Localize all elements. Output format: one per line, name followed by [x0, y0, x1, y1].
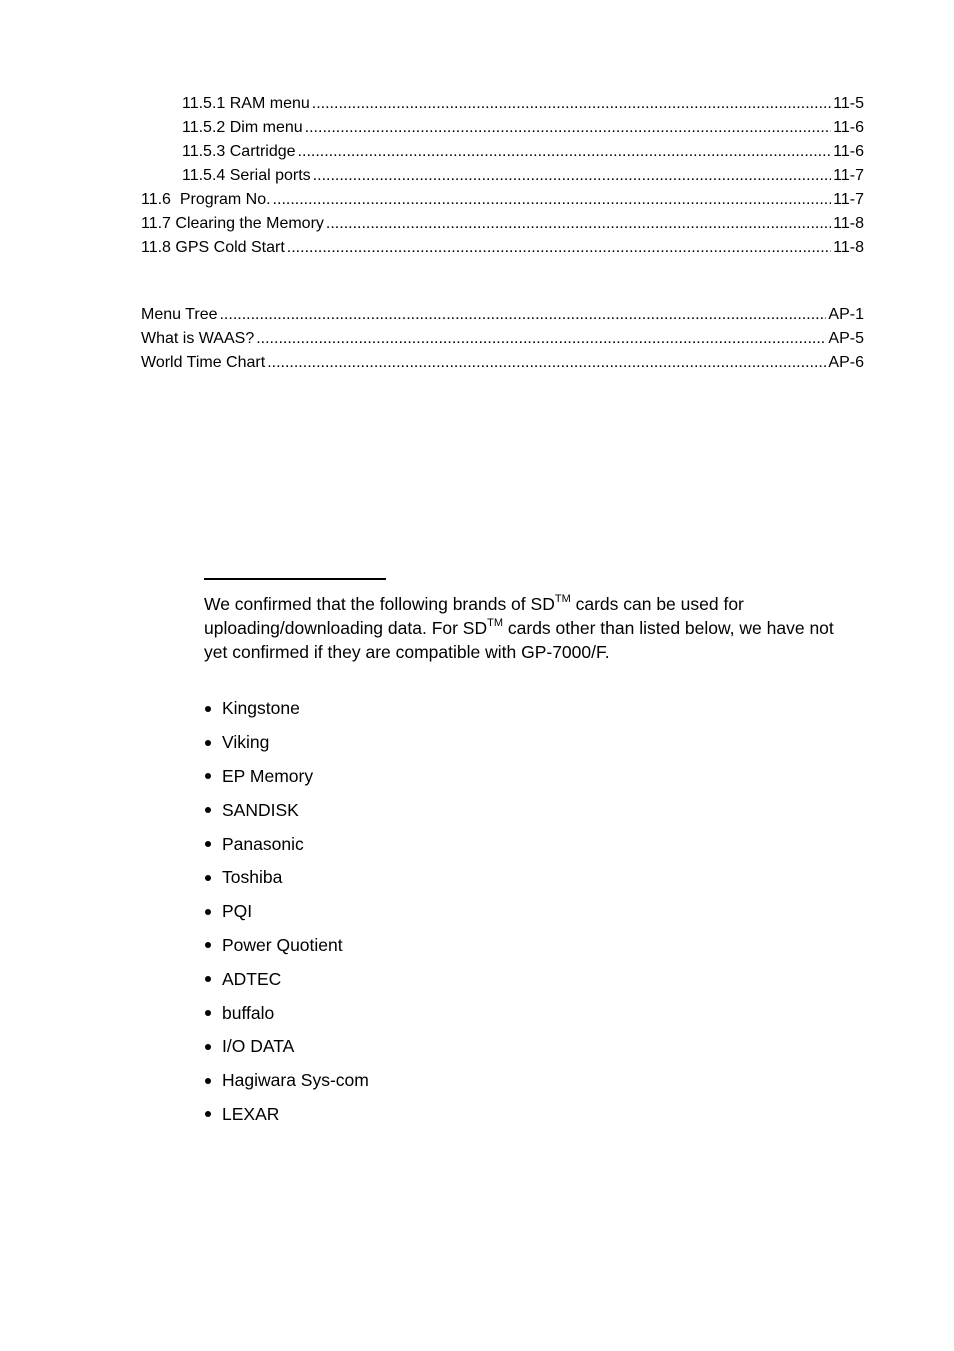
list-item	[204, 1098, 369, 1132]
bullet-icon	[205, 773, 211, 779]
toc-entry[interactable]	[141, 212, 864, 236]
toc-entry[interactable]	[141, 116, 864, 140]
bullet-icon	[205, 706, 211, 712]
brand-name: EP Memory	[222, 765, 314, 786]
toc-leader	[298, 140, 832, 164]
footnote-separator	[204, 578, 386, 580]
list-item	[204, 827, 369, 861]
brand-list	[204, 692, 369, 1131]
bullet-icon	[205, 909, 211, 915]
toc-entry-page: AP-1	[828, 306, 864, 323]
brand-name: Viking	[222, 732, 270, 753]
brand-name: buffalo	[222, 1002, 275, 1023]
toc-entry[interactable]	[141, 188, 864, 212]
toc-entry[interactable]	[141, 140, 864, 164]
list-item	[204, 1064, 369, 1098]
brand-name: SANDISK	[222, 799, 299, 820]
toc-entry-title: 11.7 Clearing the Memory	[141, 215, 324, 232]
toc-entry[interactable]	[141, 236, 864, 260]
toc-entry-page: 11-6	[833, 143, 864, 160]
toc-entry-page: AP-6	[828, 354, 864, 371]
list-item	[204, 962, 369, 996]
toc-entry-title: 11.5.1 RAM menu	[182, 95, 310, 112]
toc-entry-page: 11-8	[833, 239, 864, 256]
brand-name: I/O DATA	[222, 1036, 295, 1057]
toc-entry-page: 11-5	[833, 95, 864, 112]
bullet-icon	[205, 841, 211, 847]
trademark-mark: TM	[554, 593, 571, 606]
toc-entry-title: Menu Tree	[141, 306, 218, 323]
list-item	[204, 1030, 369, 1064]
toc-leader	[313, 164, 831, 188]
list-item	[204, 996, 369, 1030]
bullet-icon	[205, 942, 211, 948]
bullet-icon	[205, 807, 211, 813]
toc-entry-page: 11-7	[833, 191, 864, 208]
toc-leader	[219, 303, 826, 327]
trademark-mark: TM	[487, 617, 504, 630]
bullet-icon	[205, 875, 211, 881]
toc-leader	[312, 92, 831, 116]
list-item	[204, 861, 369, 895]
bullet-icon	[205, 740, 211, 746]
bullet-icon	[205, 976, 211, 982]
toc-entry-title: World Time Chart	[141, 354, 266, 371]
toc-entry[interactable]	[141, 164, 864, 188]
toc-appendix	[141, 303, 864, 375]
toc-leader	[273, 188, 832, 212]
toc-entry-title: 11.8 GPS Cold Start	[141, 239, 285, 256]
note-text: We confirmed that the following brands of SD	[204, 594, 555, 614]
brand-name: Panasonic	[222, 833, 304, 854]
toc-entry-page: 11-8	[833, 215, 864, 232]
sd-card-note	[204, 592, 854, 664]
toc-section-11	[141, 92, 864, 260]
toc-entry[interactable]	[141, 327, 864, 351]
brand-name: Power Quotient	[222, 934, 343, 955]
list-item	[204, 760, 369, 794]
list-item	[204, 895, 369, 929]
toc-entry-title: 11.5.3 Cartridge	[182, 143, 296, 160]
toc-entry[interactable]	[141, 303, 864, 327]
brand-name: Kingstone	[222, 698, 300, 719]
toc-entry-page: AP-5	[828, 330, 864, 347]
list-item	[204, 929, 369, 963]
note-text: cards can be used for uploading/downloading data. For SD	[204, 594, 744, 638]
toc-leader	[256, 327, 826, 351]
brand-name: Toshiba	[222, 867, 283, 888]
toc-entry-title: 11.6 Program No.	[141, 191, 271, 208]
note-text: cards other than listed below, we have not yet confirmed if they are compatible with GP-7000/F.	[204, 618, 834, 662]
toc-entry[interactable]	[141, 92, 864, 116]
list-item	[204, 726, 369, 760]
toc-entry-title: What is WAAS?	[141, 330, 255, 347]
bullet-icon	[205, 1010, 211, 1016]
bullet-icon	[205, 1078, 211, 1084]
brand-name: LEXAR	[222, 1103, 280, 1124]
toc-leader	[305, 116, 832, 140]
brand-name: Hagiwara Sys-com	[222, 1070, 369, 1091]
toc-entry-page: 11-7	[833, 167, 864, 184]
toc-entry-page: 11-6	[833, 119, 864, 136]
brand-name: PQI	[222, 901, 253, 922]
toc-entry-title: 11.5.2 Dim menu	[182, 119, 303, 136]
toc-leader	[267, 351, 826, 375]
bullet-icon	[205, 1044, 211, 1050]
toc-leader	[326, 212, 831, 236]
toc-leader	[287, 236, 831, 260]
brand-name: ADTEC	[222, 968, 282, 989]
list-item	[204, 793, 369, 827]
bullet-icon	[205, 1111, 211, 1117]
list-item	[204, 692, 369, 726]
toc-entry[interactable]	[141, 351, 864, 375]
toc-entry-title: 11.5.4 Serial ports	[182, 167, 311, 184]
